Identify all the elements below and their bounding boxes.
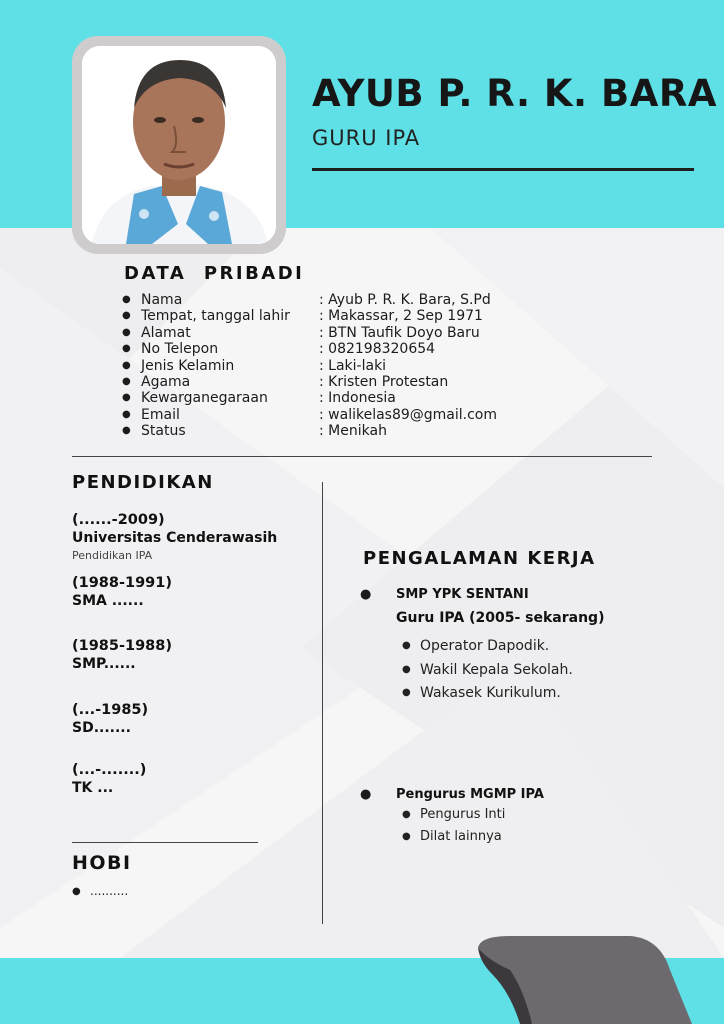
duty-list xyxy=(402,636,604,707)
bullet-icon: ● xyxy=(360,587,372,602)
job-position: Guru IPA (2005- sekarang) xyxy=(396,610,605,626)
field-value: : Menikah xyxy=(319,423,387,440)
profile-photo xyxy=(82,46,276,244)
list-item xyxy=(402,806,544,828)
field-label: Email xyxy=(141,406,180,423)
section-title-data-pribadi: DATA PRIBADI xyxy=(124,263,305,284)
duty-text: Pengurus Inti xyxy=(420,807,506,822)
education-school: TK ... xyxy=(72,780,114,796)
bullet-icon: ● xyxy=(122,343,131,355)
field-value: : Ayub P. R. K. Bara, S.Pd xyxy=(319,292,491,308)
bullet-icon: ● xyxy=(122,408,131,420)
list-item xyxy=(122,341,642,357)
field-value: : Kristen Protestan xyxy=(319,373,449,390)
field-value: : Makassar, 2 Sep 1971 xyxy=(319,308,483,325)
education-years: (1985-1988) xyxy=(72,638,172,654)
section-title-hobi: HOBI xyxy=(72,852,132,874)
field-label: Kewarganegaraan xyxy=(141,390,268,407)
education-school: Universitas Cenderawasih xyxy=(72,530,278,546)
duty-list xyxy=(402,806,544,850)
list-item xyxy=(122,325,642,341)
education-entry xyxy=(72,702,148,736)
list-item xyxy=(122,390,642,406)
header-divider xyxy=(312,168,694,171)
list-item xyxy=(122,292,642,308)
bullet-icon: ● xyxy=(360,787,372,802)
bullet-icon: ● xyxy=(122,294,131,305)
field-value: : walikelas89@gmail.com xyxy=(319,406,498,423)
list-item xyxy=(402,828,544,850)
list-item xyxy=(402,636,604,660)
education-entry xyxy=(72,575,172,609)
field-value: : Indonesia xyxy=(319,390,396,407)
person-name: AYUB P. R. K. BARA xyxy=(312,72,717,115)
profile-photo-frame xyxy=(72,36,286,254)
education-entry xyxy=(72,762,146,796)
education-years: (...-1985) xyxy=(72,702,149,718)
education-years: (......-2009) xyxy=(72,512,165,528)
education-entry xyxy=(72,638,172,672)
section-divider xyxy=(72,456,652,457)
bullet-icon: ● xyxy=(72,886,81,897)
bullet-icon: ● xyxy=(122,392,131,404)
field-value: : Laki-laki xyxy=(319,357,387,374)
education-school: SMP...... xyxy=(72,656,136,672)
bullet-icon: ● xyxy=(402,640,411,651)
field-value: : BTN Taufik Doyo Baru xyxy=(319,324,480,341)
list-item xyxy=(122,374,642,390)
bullet-icon: ● xyxy=(122,310,131,322)
job-organization: Pengurus MGMP IPA xyxy=(396,787,544,802)
education-years: (...-.......) xyxy=(72,762,147,778)
bullet-icon: ● xyxy=(402,663,411,675)
list-item xyxy=(72,884,128,900)
education-desc: Pendidikan IPA xyxy=(72,549,153,562)
field-label: Status xyxy=(141,423,186,440)
column-divider xyxy=(322,482,323,924)
bullet-icon: ● xyxy=(402,831,411,842)
duty-text: Wakasek Kurikulum. xyxy=(420,685,561,701)
bullet-icon: ● xyxy=(402,687,411,698)
bullet-icon: ● xyxy=(122,326,131,338)
person-role: GURU IPA xyxy=(312,126,421,150)
field-label: Jenis Kelamin xyxy=(141,357,235,374)
field-label: Nama xyxy=(141,292,183,308)
personal-data-list xyxy=(122,292,642,440)
list-item xyxy=(122,407,642,423)
list-item xyxy=(402,683,604,707)
hobi-divider xyxy=(72,842,258,843)
field-label: Alamat xyxy=(141,324,191,341)
bullet-icon: ● xyxy=(122,375,131,387)
education-school: SD....... xyxy=(72,720,131,736)
job-entry xyxy=(360,786,544,850)
bullet-icon: ● xyxy=(122,425,131,437)
field-label: Agama xyxy=(141,373,191,390)
list-item xyxy=(122,358,642,374)
list-item xyxy=(122,423,642,439)
education-years: (1988-1991) xyxy=(72,575,172,591)
duty-text: Wakil Kepala Sekolah. xyxy=(420,661,573,678)
job-entry xyxy=(360,586,604,707)
job-organization: SMP YPK SENTANI xyxy=(396,587,529,602)
list-item xyxy=(122,308,642,324)
list-item xyxy=(402,660,604,684)
duty-text: Dilat lainnya xyxy=(420,829,502,844)
bullet-icon: ● xyxy=(122,359,131,371)
hobi-text: .......... xyxy=(90,884,129,898)
education-entry xyxy=(72,512,277,562)
field-label: No Telepon xyxy=(141,341,219,358)
education-school: SMA ...... xyxy=(72,593,144,609)
field-label: Tempat, tanggal lahir xyxy=(141,308,290,325)
duty-text: Operator Dapodik. xyxy=(420,638,550,654)
field-value: : 082198320654 xyxy=(319,341,436,358)
section-title-pendidikan: PENDIDIKAN xyxy=(72,472,214,493)
footer-ribbon xyxy=(470,930,700,1024)
bullet-icon: ● xyxy=(402,809,411,820)
section-title-pengalaman: PENGALAMAN KERJA xyxy=(363,548,596,569)
